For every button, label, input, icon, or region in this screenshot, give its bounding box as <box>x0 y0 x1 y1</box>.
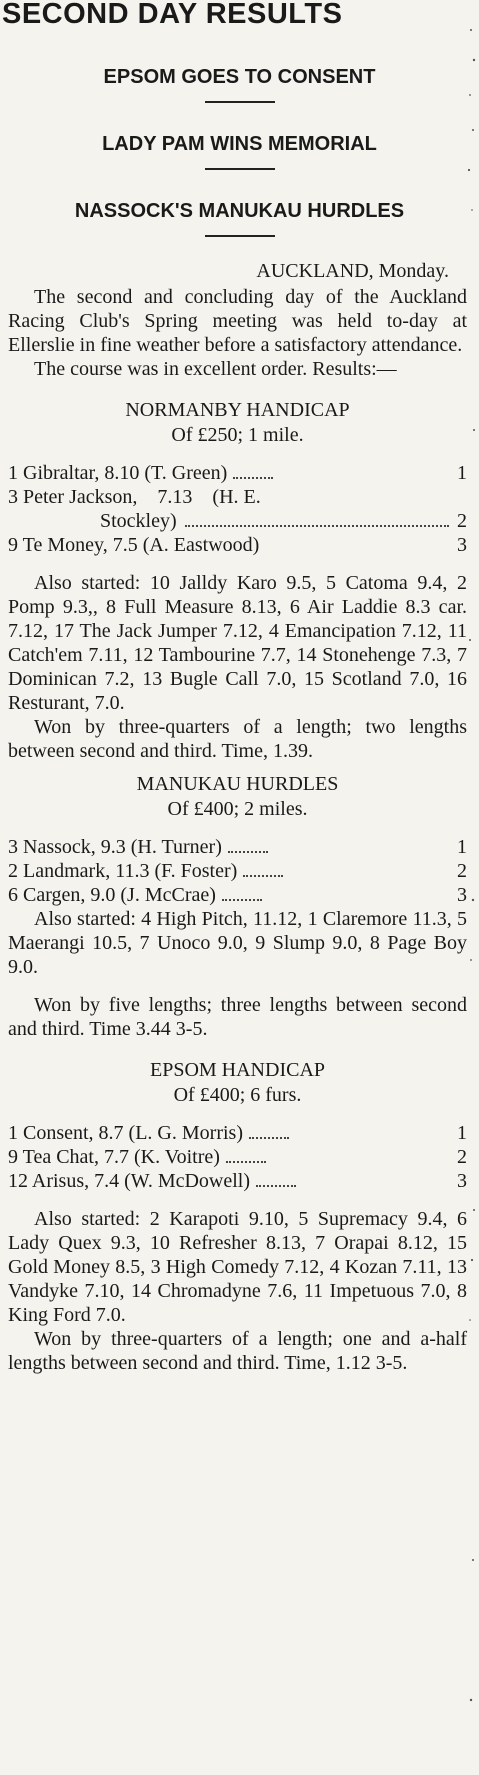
winning-margin: Won by three-quarters of a length; two lengths between second and third. Time, 1.39. <box>8 716 467 762</box>
result-row: 6 Cargen, 9.0 (J. McCrae) 3 <box>8 884 467 906</box>
headline-divider <box>205 101 275 103</box>
placing: 3 <box>457 534 467 556</box>
also-started: Also started: 4 High Pitch, 11.12, 1 Claremore 11.3, 5 Maerangi 10.5, 7 Unoco 9.0, 9 Slump 9.0, 8 Page Boy 9.0. <box>8 908 467 978</box>
headline-divider <box>205 168 275 170</box>
race-title: MANUKAU HURDLES <box>136 773 339 795</box>
deck-headline-manukau: NASSOCK'S MANUKAU HURDLES <box>74 200 405 222</box>
result-row: 9 Te Money, 7.5 (A. Eastwood) 3 <box>8 534 467 556</box>
race-title: NORMANBY HANDICAP <box>125 399 350 421</box>
placing: 2 <box>457 860 467 882</box>
deck-headline-lady-pam: LADY PAM WINS MEMORIAL <box>102 133 377 155</box>
result-row: 3 Nassock, 9.3 (H. Turner) 1 <box>8 836 467 858</box>
result-row: 2 Landmark, 11.3 (F. Foster) 2 <box>8 860 467 882</box>
intro-paragraph: The second and concluding day of the Auckland Racing Club's Spring meeting was held to-day at Ellerslie in fine weather before a satisfactory attendance. <box>8 286 467 356</box>
race-stake: Of £250; 1 mile. <box>171 424 304 446</box>
placing: 1 <box>457 836 467 858</box>
intro-paragraph: The course was in excellent order. Results:— <box>34 358 397 380</box>
placing: 2 <box>457 1146 467 1168</box>
race-stake: Of £400; 2 miles. <box>167 798 308 820</box>
winning-margin: Won by five lengths; three lengths between second and third. Time 3.44 3-5. <box>8 994 467 1040</box>
race-title: EPSOM HANDICAP <box>149 1059 326 1081</box>
headline-banner: SECOND DAY RESULTS <box>2 0 343 30</box>
scan-edge-specks <box>465 0 479 1775</box>
result-row: 1 Consent, 8.7 (L. G. Morris) 1 <box>8 1122 467 1144</box>
race-stake: Of £400; 6 furs. <box>173 1084 302 1106</box>
result-row: 3 Peter Jackson, 7.13 (H. E. <box>8 486 261 508</box>
result-row: 9 Tea Chat, 7.7 (K. Voitre) 2 <box>8 1146 467 1168</box>
placing: 1 <box>457 1122 467 1144</box>
placing: 2 <box>457 510 467 532</box>
result-row-continuation: Stockley) 2 <box>100 510 467 532</box>
also-started: Also started: 10 Jalldy Karo 9.5, 5 Catoma 9.4, 2 Pomp 9.3,, 8 Full Measure 8.13, 6 Air Laddie 8.3 car. 7.12, 17 The Jack Jumper 7.12, 4 Emancipation 7.12, 11 Catch'em 7.11, 12 Tambourine 7.7, 14 Stonehenge 7.3, 7 Dominican 7.2, 13 Bugle Call 7.0, 15 Scotland 7.0, 16 Resturant, 7.0. <box>8 572 467 714</box>
placing: 3 <box>457 884 467 906</box>
placing: 1 <box>457 462 467 484</box>
result-row: 12 Arisus, 7.4 (W. McDowell) 3 <box>8 1170 467 1192</box>
placing: 3 <box>457 1170 467 1192</box>
headline-divider <box>205 235 275 237</box>
also-started: Also started: 2 Karapoti 9.10, 5 Supremacy 9.4, 6 Lady Quex 9.3, 10 Refresher 8.13, 7 Orapai 8.12, 15 Gold Money 8.5, 3 High Comedy 7.12, 4 Kozan 7.11, 13 Vandyke 7.10, 14 Chromadyne 7.6, 11 Impetuous 7.0, 8 King Ford 7.0. <box>8 1208 467 1326</box>
deck-headline-epsom: EPSOM GOES TO CONSENT <box>103 66 376 88</box>
dateline: AUCKLAND, Monday. <box>256 260 449 282</box>
article-body <box>0 259 479 1375</box>
result-row: 1 Gibraltar, 8.10 (T. Green) 1 <box>8 462 467 484</box>
winning-margin: Won by three-quarters of a length; one and a-half lengths between second and third. Time, 1.12 3-5. <box>8 1328 467 1374</box>
